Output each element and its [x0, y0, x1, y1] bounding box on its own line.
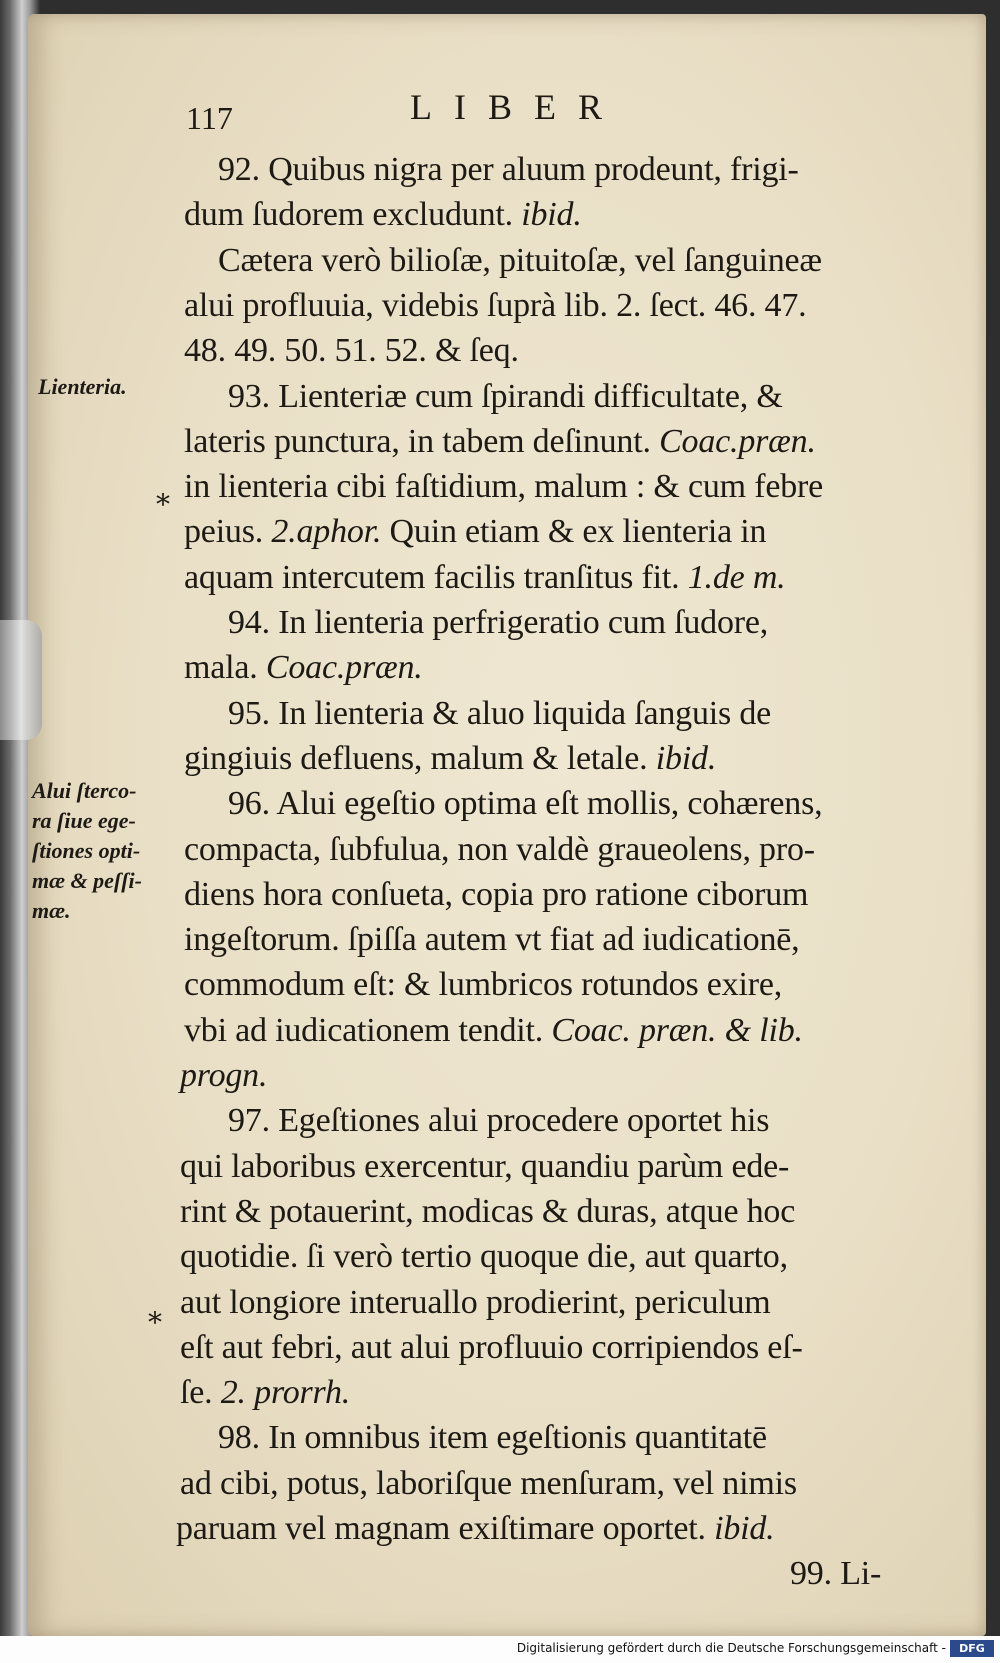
text-line: qui laboribus exercentur, quandiu parùm ede-: [180, 1147, 790, 1185]
text-line: 95. In lienteria & aluo liquida ſanguis de: [228, 694, 772, 732]
text-line: 93. Lienteriæ cum ſpirandi difficultate, &: [228, 377, 783, 415]
text-line: 97. Egeſtiones alui procedere oportet his: [228, 1102, 770, 1140]
text-line: lateris punctura, in tabem deſinunt. Coac.præn.: [184, 422, 816, 460]
text-line: 94. In lienteria perfrigeratio cum ſudore,: [228, 604, 769, 641]
text-line: in lienteria cibi faſtidium, malum : & cum febre: [184, 468, 824, 506]
text-line: mala. Coac.præn.: [184, 649, 423, 687]
page-number: 117: [186, 100, 233, 136]
dfg-logo: DFG: [950, 1640, 994, 1657]
text-line: compacta, ſubfulua, non valdè graueolens, pro-: [184, 830, 815, 868]
margin-note-alui-line: mæ & peſſi-: [32, 868, 142, 893]
text-line: 99. Li-: [790, 1555, 882, 1593]
margin-note-lienteria: Lienteria.: [38, 374, 127, 399]
text-line: ingeſtorum. ſpiſſa autem vt fiat ad iudicationē,: [184, 921, 800, 959]
text-line: 48. 49. 50. 51. 52. & ſeq.: [184, 332, 519, 370]
text-line: paruam vel magnam exiſtimare oportet. ibid.: [176, 1510, 775, 1547]
text-line: eſt aut febri, aut alui profluuio corripiendos eſ-: [180, 1328, 803, 1366]
text-line: vbi ad iudicationem tendit. Coac. præn. & lib.: [184, 1011, 803, 1049]
text-line: ſe. 2. prorrh.: [180, 1374, 351, 1412]
text-line: peius. 2.aphor. Quin etiam & ex lienteria in: [184, 513, 767, 551]
text-line: 96. Alui egeſtio optima eſt mollis, cohærens,: [228, 785, 823, 823]
text-line: Cætera verò bilioſæ, pituitoſæ, vel ſanguineæ: [218, 241, 822, 279]
text-line: gingiuis defluens, malum & letale. ibid.: [184, 739, 717, 777]
digitization-credit: Digitalisierung gefördert durch die Deutsche Forschungsgemeinschaft -: [516, 1641, 946, 1655]
text-line: aut longiore interuallo prodierint, periculum: [180, 1283, 771, 1321]
text-line: quotidie. ſi verò tertio quoque die, aut quarto,: [180, 1238, 788, 1276]
text-line: alui profluuia, videbis ſuprà lib. 2. ſect. 46. 47.: [184, 286, 807, 324]
running-title: LIBER: [410, 87, 624, 127]
margin-note-alui-line: ſtiones opti-: [32, 838, 141, 863]
margin-note-alui-line: mæ.: [32, 898, 71, 923]
text-line: aquam intercutem facilis tranſitus fit. 1.de m.: [184, 558, 786, 596]
asterisk-mark: *: [148, 1306, 162, 1339]
text-line: 92. Quibus nigra per aluum prodeunt, frigi-: [218, 151, 799, 188]
page-clasp: [0, 620, 42, 740]
margin-note-alui-line: Alui ſterco-: [32, 778, 137, 803]
margin-note-alui-line: ra ſiue ege-: [32, 808, 136, 833]
text-line: dum ſudorem excludunt. ibid.: [184, 196, 582, 234]
text-line: commodum eſt: & lumbricos rotundos exire,: [184, 966, 783, 1004]
text-line: rint & potauerint, modicas & duras, atque hoc: [180, 1192, 796, 1230]
text-line: ad cibi, potus, laboriſque menſuram, vel nimis: [180, 1464, 797, 1502]
asterisk-mark: *: [156, 488, 170, 521]
text-line: 98. In omnibus item egeſtionis quantitatē: [218, 1419, 767, 1457]
text-line: diens hora conſueta, copia pro ratione ciborum: [184, 875, 809, 913]
text-line: progn.: [180, 1057, 268, 1094]
